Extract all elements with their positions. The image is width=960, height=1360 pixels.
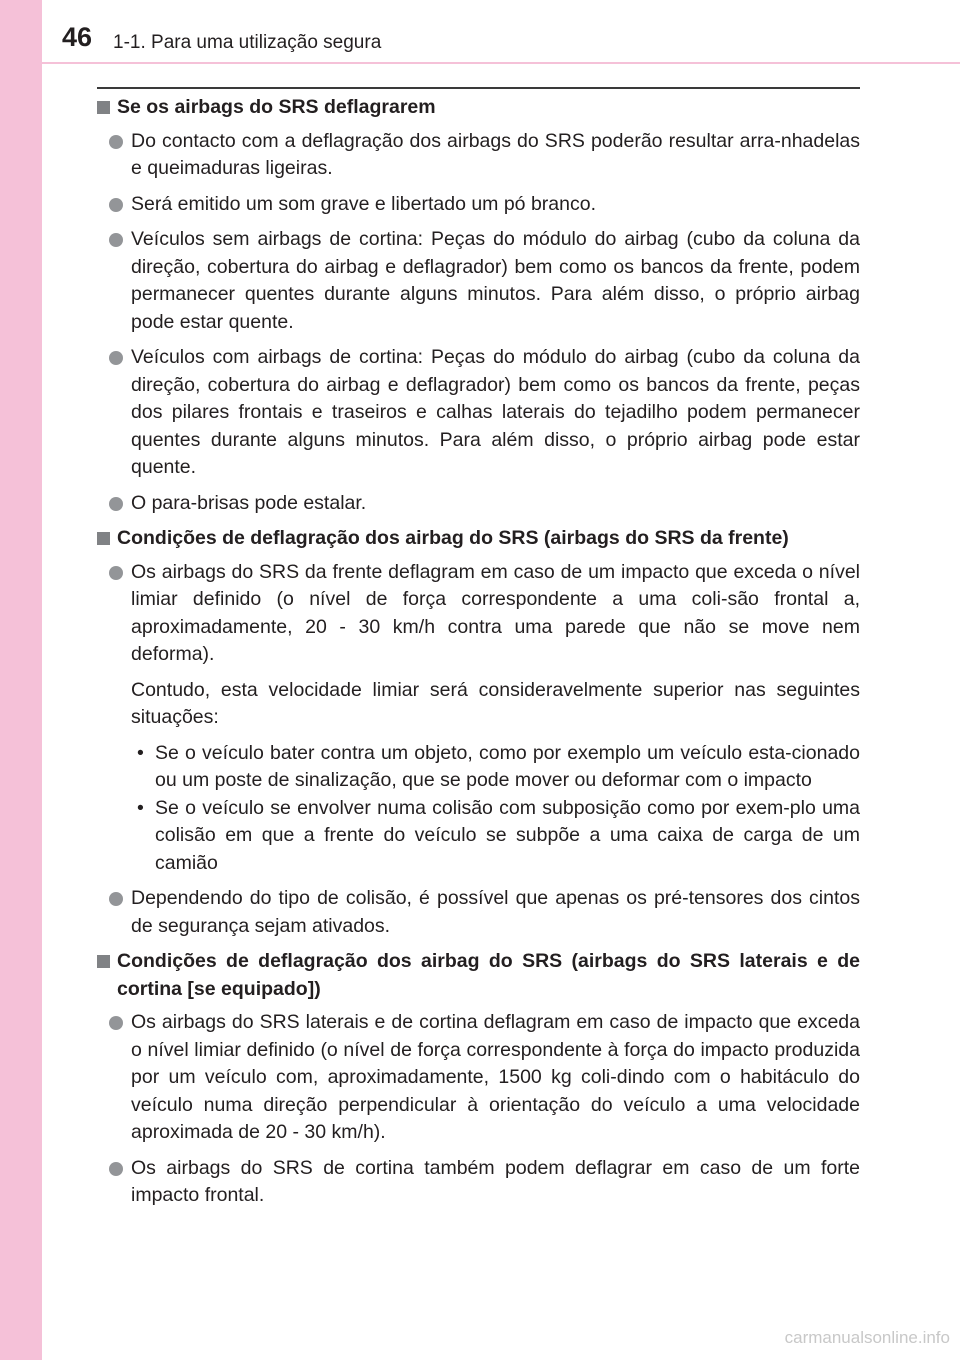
list-item [97, 559, 860, 669]
sub-bullet-marker: • [137, 741, 144, 764]
square-bullet-icon [97, 532, 110, 545]
list-item-text: Veículos com airbags de cortina: Peças do módulo do airbag (cubo da coluna da direção, cobertura do airbag e deflagrador) bem como os bancos da frente, peças dos pilares frontais e traseiros e calhas laterais do tejadilho podem permanecer quentes durante alguns minutos. Para além disso, o próprio airbag pode estar quente. [131, 346, 860, 478]
page-content [97, 94, 860, 1218]
sub-item-text: Se o veículo bater contra um objeto, como por exemplo um veículo esta-cionado ou um poste de sinalização, que se pode mover ou deformar com o impacto [155, 741, 860, 791]
section-heading [97, 94, 860, 122]
heading-text: Condições de deflagração dos airbag do SRS (airbags do SRS da frente) [117, 527, 789, 549]
list-item-text: Os airbags do SRS da frente deflagram em caso de um impacto que exceda o nível limiar definido (o nível de força correspondente a uma coli-são frontal a, aproximadamente, 20 - 30 km/h contra uma parede que não se move nem deforma). [131, 560, 860, 665]
round-bullet-icon [109, 135, 123, 149]
list-item [97, 344, 860, 482]
list-item [97, 128, 860, 183]
round-bullet-icon [109, 351, 123, 365]
side-color-strip [0, 0, 42, 1360]
round-bullet-icon [109, 892, 123, 906]
sub-item-text: Se o veículo se envolver numa colisão com subposição como por exem-plo uma colisão em que a frente do veículo se subpõe a uma caixa de carga de um camião [155, 796, 860, 874]
round-bullet-icon [109, 1162, 123, 1176]
round-bullet-icon [109, 497, 123, 511]
section-heading [97, 525, 860, 553]
page-number: 46 [62, 22, 93, 52]
list-item-text: Os airbags do SRS de cortina também podem deflagrar em caso de um forte impacto frontal. [131, 1156, 860, 1206]
list-item [97, 490, 860, 518]
heading-text: Condições de deflagração dos airbag do SRS (airbags do SRS laterais e de cortina [se equipado]) [117, 950, 860, 1000]
list-item [97, 1155, 860, 1210]
list-item-text: O para-brisas pode estalar. [131, 491, 367, 514]
square-bullet-icon [97, 101, 110, 114]
header-rule [97, 87, 860, 89]
header-pink-rule [42, 62, 960, 64]
list-item-text: Dependendo do tipo de colisão, é possível que apenas os pré-tensores dos cintos de segurança sejam ativados. [131, 887, 860, 937]
heading-text: Se os airbags do SRS deflagrarem [117, 96, 436, 118]
list-item [97, 226, 860, 336]
round-bullet-icon [109, 566, 123, 580]
sub-bullet-marker: • [137, 796, 144, 819]
sub-list [97, 740, 860, 878]
list-item-text: Veículos sem airbags de cortina: Peças do módulo do airbag (cubo da coluna da direção, cobertura do airbag e deflagrador) bem como os bancos da frente, podem permanecer quentes durante alguns minutos. Para além disso, o próprio airbag pode estar quente. [131, 228, 860, 333]
sub-list-item [97, 740, 860, 795]
list-item-text: Será emitido um som grave e libertado um pó branco. [131, 192, 596, 215]
round-bullet-icon [109, 198, 123, 212]
list-item-text: Os airbags do SRS laterais e de cortina deflagram em caso de impacto que exceda o nível limiar definido (o nível de força correspondente à força do impacto produzida por um veículo com, aproximadamente, 1500 kg coli-dindo com o habitáculo do veículo numa direção perpendicular à orientação do veículo a uma velocidade aproximada de 20 - 30 km/h). [131, 1011, 860, 1143]
square-bullet-icon [97, 955, 110, 968]
watermark: carmanualsonline.info [784, 1328, 950, 1347]
list-item [97, 885, 860, 940]
round-bullet-icon [109, 233, 123, 247]
sub-list-item [97, 795, 860, 878]
list-item-text: Do contacto com a deflagração dos airbags do SRS poderão resultar arra-nhadelas e queimaduras ligeiras. [131, 129, 860, 179]
top-band-pink [0, 0, 42, 64]
round-bullet-icon [109, 1016, 123, 1030]
list-item [97, 191, 860, 219]
section-heading [97, 948, 860, 1003]
paragraph: Contudo, esta velocidade limiar será consideravelmente superior nas seguintes situações: [131, 678, 860, 728]
list-item [97, 1009, 860, 1147]
section-title: 1-1. Para uma utilização segura [113, 32, 382, 53]
